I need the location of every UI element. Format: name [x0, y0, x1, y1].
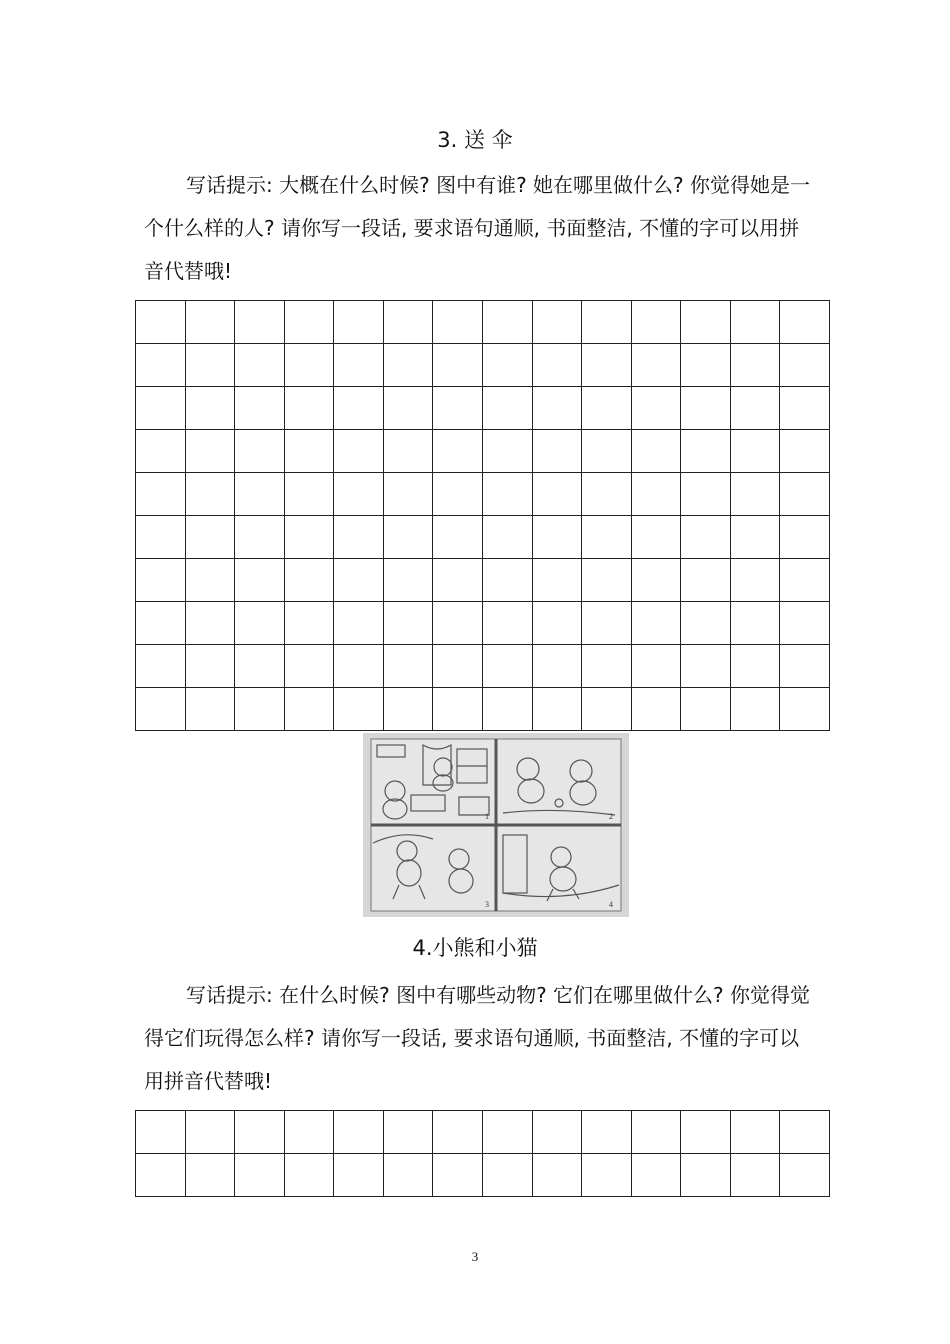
- grid-cell[interactable]: [582, 602, 632, 645]
- grid-cell[interactable]: [235, 645, 285, 688]
- grid-cell[interactable]: [681, 645, 731, 688]
- grid-cell[interactable]: [482, 602, 532, 645]
- grid-cell[interactable]: [185, 344, 235, 387]
- grid-cell[interactable]: [780, 344, 830, 387]
- grid-cell[interactable]: [482, 516, 532, 559]
- grid-cell[interactable]: [532, 559, 582, 602]
- grid-cell[interactable]: [136, 1154, 186, 1197]
- grid-cell[interactable]: [631, 645, 681, 688]
- grid-cell[interactable]: [433, 516, 483, 559]
- grid-cell[interactable]: [185, 559, 235, 602]
- grid-cell[interactable]: [334, 473, 384, 516]
- grid-cell[interactable]: [284, 602, 334, 645]
- grid-cell[interactable]: [383, 602, 433, 645]
- grid-cell[interactable]: [235, 559, 285, 602]
- grid-cell[interactable]: [582, 301, 632, 344]
- grid-cell[interactable]: [582, 1111, 632, 1154]
- grid-cell[interactable]: [780, 387, 830, 430]
- grid-row: [136, 559, 830, 602]
- grid-cell[interactable]: [532, 688, 582, 731]
- grid-cell[interactable]: [235, 602, 285, 645]
- grid-cell[interactable]: [631, 559, 681, 602]
- grid-cell[interactable]: [235, 344, 285, 387]
- writing-grid-section4: [135, 1110, 830, 1197]
- grid-cell[interactable]: [185, 387, 235, 430]
- grid-cell[interactable]: [383, 559, 433, 602]
- grid-cell[interactable]: [136, 645, 186, 688]
- grid-cell[interactable]: [433, 1154, 483, 1197]
- grid-cell[interactable]: [482, 301, 532, 344]
- grid-cell[interactable]: [235, 387, 285, 430]
- grid-cell[interactable]: [383, 516, 433, 559]
- grid-cell[interactable]: [681, 602, 731, 645]
- grid-cell[interactable]: [433, 645, 483, 688]
- grid-cell[interactable]: [383, 1111, 433, 1154]
- grid-cell[interactable]: [284, 430, 334, 473]
- section3-prompt-text: 写话提示: 大概在什么时候? 图中有谁? 她在哪里做什么? 你觉得她是一个什么样的人? 请你写一段话, 要求语句通顺, 书面整洁, 不懂的字可以用拼音代替哦!: [144, 173, 811, 283]
- grid-cell[interactable]: [582, 516, 632, 559]
- grid-cell[interactable]: [433, 602, 483, 645]
- grid-cell[interactable]: [631, 1154, 681, 1197]
- grid-cell[interactable]: [136, 1111, 186, 1154]
- grid-cell[interactable]: [284, 473, 334, 516]
- grid-cell[interactable]: [582, 430, 632, 473]
- grid-cell[interactable]: [383, 430, 433, 473]
- grid-cell[interactable]: [681, 688, 731, 731]
- grid-cell[interactable]: [334, 387, 384, 430]
- grid-cell[interactable]: [532, 387, 582, 430]
- grid-cell[interactable]: [631, 516, 681, 559]
- grid-cell[interactable]: [532, 301, 582, 344]
- section4-prompt: [144, 974, 814, 1103]
- grid-cell[interactable]: [284, 645, 334, 688]
- grid-cell[interactable]: [284, 387, 334, 430]
- grid-cell[interactable]: [532, 473, 582, 516]
- grid-cell[interactable]: [185, 1111, 235, 1154]
- grid-cell[interactable]: [631, 1111, 681, 1154]
- grid-cell[interactable]: [631, 344, 681, 387]
- grid-cell[interactable]: [631, 301, 681, 344]
- grid-cell[interactable]: [383, 301, 433, 344]
- grid-cell[interactable]: [532, 1111, 582, 1154]
- section4-prompt-text: 写话提示: 在什么时候? 图中有哪些动物? 它们在哪里做什么? 你觉得觉得它们玩得怎么样? 请你写一段话, 要求语句通顺, 书面整洁, 不懂的字可以用拼音代替哦!: [144, 983, 811, 1093]
- grid-cell[interactable]: [334, 1111, 384, 1154]
- grid-cell[interactable]: [334, 559, 384, 602]
- grid-cell[interactable]: [383, 344, 433, 387]
- grid-cell[interactable]: [681, 1111, 731, 1154]
- grid-cell[interactable]: [681, 344, 731, 387]
- grid-cell[interactable]: [185, 602, 235, 645]
- grid-cell[interactable]: [780, 1154, 830, 1197]
- grid-cell[interactable]: [582, 387, 632, 430]
- grid-cell[interactable]: [284, 559, 334, 602]
- grid-cell[interactable]: [681, 559, 731, 602]
- grid-row: [136, 1111, 830, 1154]
- grid-cell[interactable]: [334, 602, 384, 645]
- grid-cell[interactable]: [730, 387, 780, 430]
- grid-cell[interactable]: [681, 1154, 731, 1197]
- grid-cell[interactable]: [136, 473, 186, 516]
- grid-cell[interactable]: [136, 516, 186, 559]
- grid-row: [136, 645, 830, 688]
- grid-cell[interactable]: [383, 688, 433, 731]
- grid-cell[interactable]: [482, 1111, 532, 1154]
- grid-cell[interactable]: [532, 344, 582, 387]
- grid-cell[interactable]: [284, 344, 334, 387]
- grid-cell[interactable]: [730, 430, 780, 473]
- grid-cell[interactable]: [730, 516, 780, 559]
- grid-cell[interactable]: [730, 1154, 780, 1197]
- grid-row: [136, 602, 830, 645]
- grid-cell[interactable]: [631, 430, 681, 473]
- grid-cell[interactable]: [136, 387, 186, 430]
- grid-cell[interactable]: [334, 301, 384, 344]
- grid-cell[interactable]: [383, 387, 433, 430]
- grid-cell[interactable]: [334, 645, 384, 688]
- grid-cell[interactable]: [681, 430, 731, 473]
- grid-cell[interactable]: [482, 473, 532, 516]
- grid-cell[interactable]: [383, 473, 433, 516]
- grid-cell[interactable]: [631, 602, 681, 645]
- grid-cell[interactable]: [532, 602, 582, 645]
- grid-cell[interactable]: [482, 645, 532, 688]
- grid-cell[interactable]: [284, 301, 334, 344]
- grid-cell[interactable]: [482, 559, 532, 602]
- panel-number-2: 2: [609, 812, 613, 821]
- grid-cell[interactable]: [136, 344, 186, 387]
- section3-prompt: [144, 164, 814, 293]
- grid-cell[interactable]: [681, 473, 731, 516]
- grid-cell[interactable]: [433, 473, 483, 516]
- panel-number-1: 1: [485, 812, 489, 821]
- grid-cell[interactable]: [235, 1111, 285, 1154]
- grid-cell[interactable]: [433, 301, 483, 344]
- grid-cell[interactable]: [136, 430, 186, 473]
- grid-cell[interactable]: [780, 301, 830, 344]
- grid-cell[interactable]: [532, 1154, 582, 1197]
- grid-cell[interactable]: [334, 1154, 384, 1197]
- panel-number-3: 3: [485, 900, 489, 909]
- grid-cell[interactable]: [235, 473, 285, 516]
- grid-cell[interactable]: [235, 1154, 285, 1197]
- grid-cell[interactable]: [532, 516, 582, 559]
- grid-cell[interactable]: [185, 645, 235, 688]
- grid-cell[interactable]: [582, 473, 632, 516]
- grid-cell[interactable]: [284, 688, 334, 731]
- grid-cell[interactable]: [582, 344, 632, 387]
- grid-cell[interactable]: [334, 688, 384, 731]
- grid-cell[interactable]: [334, 430, 384, 473]
- grid-cell[interactable]: [631, 688, 681, 731]
- grid-cell[interactable]: [433, 1111, 483, 1154]
- grid-row: [136, 344, 830, 387]
- grid-cell[interactable]: [681, 516, 731, 559]
- grid-cell[interactable]: [185, 1154, 235, 1197]
- bear-and-cat-comic-image: [363, 733, 629, 917]
- grid-cell[interactable]: [730, 602, 780, 645]
- grid-row: [136, 516, 830, 559]
- page-number: 3: [471, 1249, 479, 1264]
- grid-cell[interactable]: [730, 473, 780, 516]
- grid-cell[interactable]: [582, 1154, 632, 1197]
- grid-cell[interactable]: [482, 1154, 532, 1197]
- grid-cell[interactable]: [780, 688, 830, 731]
- grid-cell[interactable]: [235, 688, 285, 731]
- grid-cell[interactable]: [780, 473, 830, 516]
- section3-title: 3. 送 伞: [437, 128, 513, 152]
- grid-cell[interactable]: [433, 688, 483, 731]
- grid-cell[interactable]: [780, 559, 830, 602]
- grid-cell[interactable]: [532, 645, 582, 688]
- grid-cell[interactable]: [482, 344, 532, 387]
- grid-cell[interactable]: [582, 688, 632, 731]
- grid-row: [136, 301, 830, 344]
- grid-cell[interactable]: [532, 430, 582, 473]
- grid-cell[interactable]: [235, 301, 285, 344]
- grid-cell[interactable]: [136, 559, 186, 602]
- grid-cell[interactable]: [780, 645, 830, 688]
- grid-cell[interactable]: [383, 645, 433, 688]
- grid-cell[interactable]: [780, 1111, 830, 1154]
- grid-cell[interactable]: [780, 602, 830, 645]
- grid-cell[interactable]: [334, 516, 384, 559]
- grid-cell[interactable]: [730, 559, 780, 602]
- grid-cell[interactable]: [582, 645, 632, 688]
- grid-cell[interactable]: [284, 1154, 334, 1197]
- grid-cell[interactable]: [482, 387, 532, 430]
- grid-cell[interactable]: [383, 1154, 433, 1197]
- grid-cell[interactable]: [136, 301, 186, 344]
- grid-row: [136, 387, 830, 430]
- grid-cell[interactable]: [284, 516, 334, 559]
- panel-number-4: 4: [609, 900, 613, 909]
- grid-cell[interactable]: [235, 516, 285, 559]
- grid-cell[interactable]: [482, 688, 532, 731]
- grid-cell[interactable]: [235, 430, 285, 473]
- grid-cell[interactable]: [730, 301, 780, 344]
- grid-cell[interactable]: [631, 387, 681, 430]
- grid-cell[interactable]: [334, 344, 384, 387]
- grid-cell[interactable]: [681, 387, 731, 430]
- grid-cell[interactable]: [730, 645, 780, 688]
- grid-cell[interactable]: [433, 344, 483, 387]
- grid-cell[interactable]: [136, 688, 186, 731]
- grid-row: [136, 1154, 830, 1197]
- grid-cell[interactable]: [433, 387, 483, 430]
- grid-cell[interactable]: [631, 473, 681, 516]
- grid-cell[interactable]: [185, 473, 235, 516]
- grid-cell[interactable]: [582, 559, 632, 602]
- grid-cell[interactable]: [185, 430, 235, 473]
- grid-cell[interactable]: [185, 301, 235, 344]
- grid-row: [136, 473, 830, 516]
- grid-row: [136, 688, 830, 731]
- grid-row: [136, 430, 830, 473]
- grid-cell[interactable]: [780, 516, 830, 559]
- grid-cell[interactable]: [482, 430, 532, 473]
- grid-cell[interactable]: [730, 344, 780, 387]
- grid-cell[interactable]: [185, 688, 235, 731]
- grid-cell[interactable]: [730, 1111, 780, 1154]
- grid-cell[interactable]: [681, 301, 731, 344]
- comic-strip-illustration: [363, 733, 629, 917]
- grid-cell[interactable]: [185, 516, 235, 559]
- grid-cell[interactable]: [433, 559, 483, 602]
- writing-grid-section3: [135, 300, 830, 731]
- grid-cell[interactable]: [730, 688, 780, 731]
- grid-cell[interactable]: [284, 1111, 334, 1154]
- grid-cell[interactable]: [136, 602, 186, 645]
- grid-cell[interactable]: [433, 430, 483, 473]
- section4-title: 4.小熊和小猫: [412, 936, 538, 960]
- grid-cell[interactable]: [780, 430, 830, 473]
